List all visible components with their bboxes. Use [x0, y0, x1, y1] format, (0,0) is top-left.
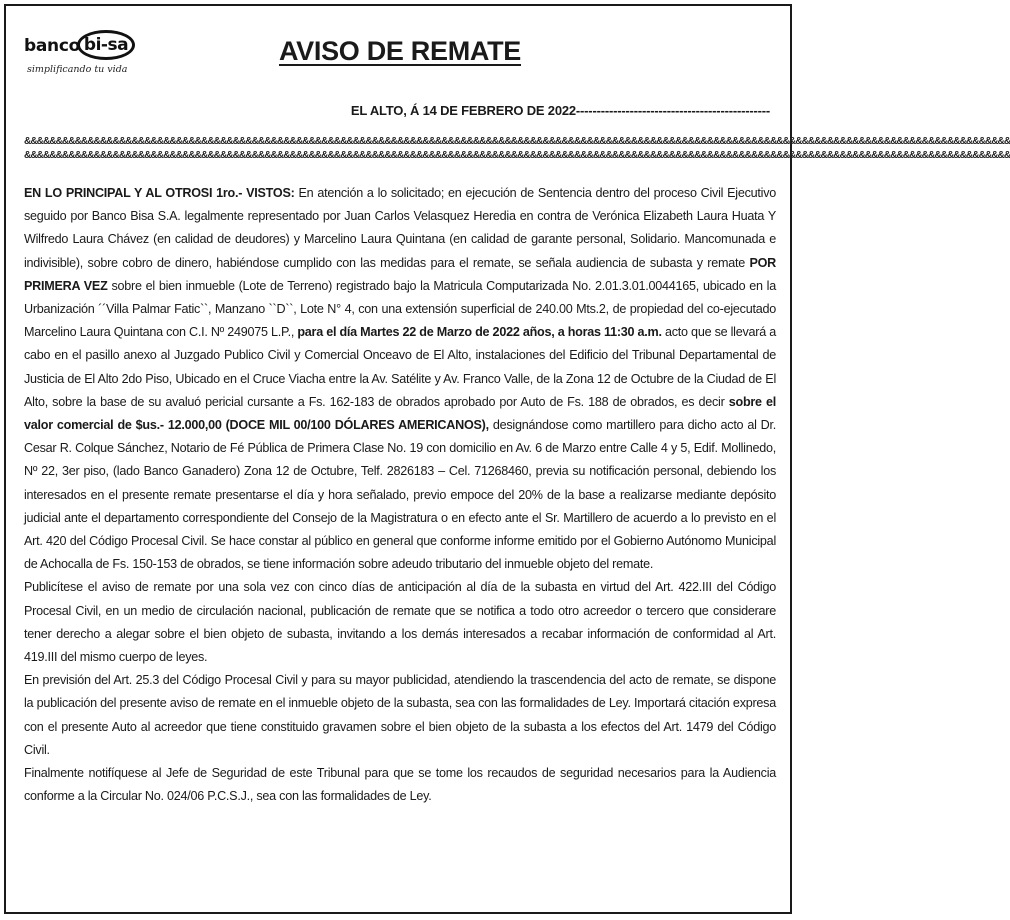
paragraph-prevision: En previsión del Art. 25.3 del Código Procesal Civil y para su mayor publicidad, atendiendo la trascendencia del acto de remate, se dispone la publicación del presente aviso de remate en el inmueble objeto de la subasta, sea con las formalidades de Ley. Importará citación expresa con el presente Auto al acreedor que tiene constituido gravamen sobre el bien objeto de la subasta a los efectos del Art. 1479 del Código Civil. — [24, 673, 776, 757]
logo-word-bisa: bi-sa — [83, 35, 129, 55]
paragraph-vistos-part3: acto que se llevará a cabo en el pasillo anexo al Juzgado Publico Civil y Comercial Onceavo de El Alto, instalaciones del Edificio del Tribunal Departamental de Justicia de El Alto 2do Piso, Ubicado en el Cruce Viacha entre la Av. Satélite y Av. Franco Valle, de la Zona 12 de Octubre de la Ciudad de El Alto, sobre la base de su avaluó pericial cursante a Fs. 162-183 de obrados aprobado por Auto de Fs. 188 de obrados, es decir — [24, 325, 776, 409]
bold-auction-date: para el día Martes 22 de Marzo de 2022 años, a horas 11:30 a.m. — [297, 325, 662, 340]
notice-title: AVISO DE REMATE — [278, 36, 522, 66]
logo-tagline: simplificando tu vida — [27, 64, 128, 75]
logo-word-banco: banco — [24, 36, 80, 56]
paragraph-vistos-part4: designándose como martillero para dicho acto al Dr. Cesar R. Colque Sánchez, Notario de Fé Pública de Primera Clase No. 19 con domicilio en Av. 6 de Marzo entre Calle 4 y 5, Edif. Mollinedo, Nº 22, 3er piso, (lado Banco Ganadero) Zona 12 de Octubre, Telf. 2826183 – Cel. 71268460, previa su notificación personal, debiendo los interesados en el presente remate presentarse el día y hora señalado, previo empoce del 20% de la base a realizarse mediante depósito judicial ante el departamento correspondiente del Consejo de la Magistratura o en efecto ante el Sr. Martillero de acuerdo a lo previsto en el Art. 420 del Código Procesal Civil. Se hace constar al público en general que conforme informe emitido por el Gobierno Autónomo Municipal de Achocalla de Fs. 150-153 de obrados, se tiene información sobre adeudo tributario del inmueble objeto del remate. — [24, 418, 776, 572]
lead-bold: EN LO PRINCIPAL Y AL OTROSI 1ro.- VISTOS: — [24, 186, 295, 200]
paragraph-finalmente: Finalmente notifíquese al Jefe de Seguridad de este Tribunal para que se tome los recaudos de seguridad necesarios para la Audiencia conforme a la Circular No. 024/06 P.C.S.J., sea con las formalidades de Ley. — [24, 766, 776, 804]
paragraph-vistos-part2: sobre el bien inmueble (Lote de Terreno) registrado bajo la Matricula Computarizada No. 2.01.3.01.0044165, ubicado en la Urbanización ´´Villa Palmar Fatic``, Manzano ``D``, Lote N° 4, con una extensión superficial de 240.00 Mts.2, de propiedad del co-ejecutado Marcelino Laura Quintana con C.I. Nº 249075 L.P., — [24, 278, 776, 340]
paragraph-vistos-part1: En atención a lo solicitado; en ejecución de Sentencia dentro del proceso Civil Ejecutivo seguido por Banco Bisa S.A. legalmente representado por Juan Carlos Velasquez Heredia en contra de Verónica Elizabeth Laura Huata Y Wilfredo Laura Chávez (en calidad de deudores) y Marcelino Laura Quintana (en calidad de garante personal, Solidario. Mancomunada e indivisible), sobre cobro de dinero, habiéndose cumplido con las medidas para el remate, se señala audiencia de subasta y remate — [24, 186, 776, 270]
bold-commercial-value: sobre el valor comercial de $us.- 12.000,00 (DOCE MIL 00/100 DÓLARES AMERICANOS), — [24, 394, 776, 433]
separator-line-2: &&&&&&&&&&&&&&&&&&&&&&&&&&&&&&&&&&&&&&&&&&&&&&&&&&&&&&&&&&&&&&&&&&&&&&&&&&&&&&&&&&&&&&&&&&&&&&&&&&&&&&&&&&&&&&&&&&&&&&&&&&&&&&&&&&&&&&&&&&&&&&&&&&&&&&&&&&&& — [24, 150, 1010, 161]
paragraph-publicitese: Publicítese el aviso de remate por una sola vez con cinco días de anticipación al día de la subasta en virtud del Art. 422.III del Código Procesal Civil, en un medio de circulación nacional, publicación de remate que se notifica a todo otro acreedor o tercero que considerare tener derecho a alegar sobre el bien objeto de subasta, invitando a los demás interesados a recabar información de conformidad al Art. 419.III del mismo cuerpo de leyes. — [24, 580, 776, 665]
notice-title-wrap — [0, 36, 800, 67]
paragraph-vistos — [24, 182, 776, 576]
bold-primera-vez: POR PRIMERA VEZ — [24, 255, 776, 293]
notice-body — [24, 182, 776, 808]
separator-line-1: &&&&&&&&&&&&&&&&&&&&&&&&&&&&&&&&&&&&&&&&&&&&&&&&&&&&&&&&&&&&&&&&&&&&&&&&&&&&&&&&&&&&&&&&&&&&&&&&&&&&&&&&&&&&&&&&&&&&&&&&&&&&&&&&&&&&&&&&&&&&&&&&&&&&&&&&&&&& — [24, 136, 1010, 147]
date-line: EL ALTO, Á 14 DE FEBRERO DE 2022----------------------------------------------- — [350, 103, 770, 118]
